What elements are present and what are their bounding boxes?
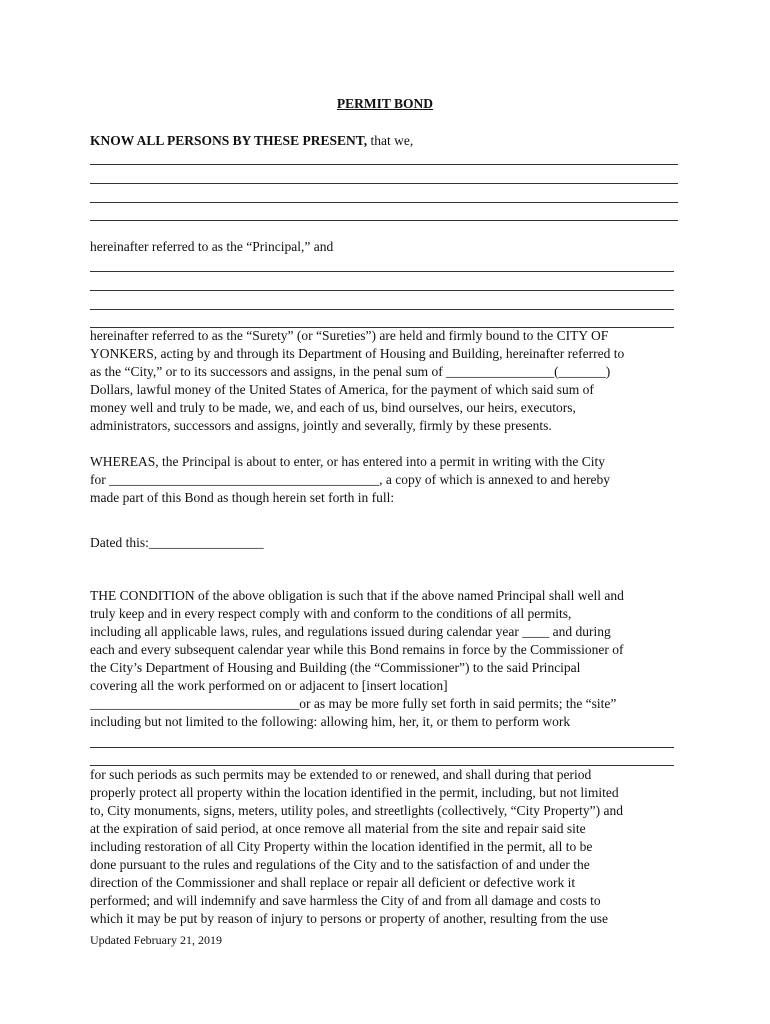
para1-line-4: Dollars, lawful money of the United States of America, for the payment of which said sum of (90, 382, 594, 397)
para1-line-5: money well and truly to be made, we, and each of us, bind ourselves, our heirs, executors, (90, 400, 576, 415)
surety-line-1[interactable] (90, 271, 674, 272)
condition-line-3: including all applicable laws, rules, and regulations issued during calendar year ____ and during (90, 624, 611, 639)
condition-cont-line-8: performed; and will indemnify and save harmless the City of and from all damage and costs to (90, 893, 601, 908)
whereas-line-1: WHEREAS, the Principal is about to enter, or has entered into a permit in writing with the City (90, 454, 605, 469)
condition-line-4: each and every subsequent calendar year while this Bond remains in force by the Commissioner of (90, 642, 624, 657)
principal-line-2[interactable] (90, 183, 678, 184)
page-title: PERMIT BOND (336, 96, 434, 111)
condition-line-7: _______________________________or as may be more fully set forth in said permits; the “site” (90, 696, 617, 711)
whereas-line-3: made part of this Bond as though herein set forth in full: (90, 490, 395, 505)
intro-bold: KNOW ALL PERSONS BY THESE PRESENT, (90, 133, 368, 148)
condition-cont-line-3: to, City monuments, signs, meters, utility poles, and streetlights (collectively, “City Property”) and (90, 803, 624, 818)
dated-line: Dated this:_________________ (90, 535, 264, 550)
principal-line-3[interactable] (90, 202, 678, 203)
condition-cont-line-5: including restoration of all City Property within the location identified in the permit, all to be (90, 839, 593, 854)
surety-line-3[interactable] (90, 309, 674, 310)
whereas-line-2: for ________________________________________, a copy of which is annexed to and hereby (90, 472, 611, 487)
condition-cont-line-1: for such periods as such permits may be extended to or renewed, and shall during that period (90, 767, 592, 782)
principal-line-4[interactable] (90, 220, 678, 221)
para1-line-6: administrators, successors and assigns, jointly and severally, firmly by these presents. (90, 418, 552, 433)
footer-updated-date: Updated February 21, 2019 (90, 933, 222, 947)
condition-cont-line-4: at the expiration of said period, at once remove all material from the site and repair said site (90, 821, 586, 836)
condition-line-2: truly keep and in every respect comply with and conform to the conditions of all permits, (90, 606, 572, 621)
principal-label: hereinafter referred to as the “Principal,” and (90, 239, 334, 254)
para1-line-3: as the “City,” or to its successors and assigns, in the penal sum of ________________(_______) (90, 364, 611, 379)
intro-line (90, 132, 413, 150)
condition-line-6: covering all the work performed on or adjacent to [insert location] (90, 678, 448, 693)
intro-rest: that we, (367, 133, 414, 148)
surety-line-2[interactable] (90, 290, 674, 291)
para1-line-1: hereinafter referred to as the “Surety” (or “Sureties”) are held and firmly bound to the CITY OF (90, 328, 609, 343)
condition-line-1: THE CONDITION of the above obligation is such that if the above named Principal shall well and (90, 588, 624, 603)
principal-line-1[interactable] (90, 164, 678, 165)
work-line-1[interactable] (90, 747, 674, 748)
condition-cont-line-6: done pursuant to the rules and regulations of the City and to the satisfaction of and under the (90, 857, 590, 872)
condition-cont-line-9: which it may be put by reason of injury to persons or property of another, resulting from the use (90, 911, 608, 926)
condition-cont-line-7: direction of the Commissioner and shall replace or repair all deficient or defective work it (90, 875, 576, 890)
condition-line-5: the City’s Department of Housing and Building (the “Commissioner”) to the said Principal (90, 660, 581, 675)
condition-line-8: including but not limited to the following: allowing him, her, it, or them to perform work (90, 714, 571, 729)
para1-line-2: YONKERS, acting by and through its Department of Housing and Building, hereinafter referred to (90, 346, 625, 361)
condition-cont-line-2: properly protect all property within the location identified in the permit, including, but not limited (90, 785, 619, 800)
